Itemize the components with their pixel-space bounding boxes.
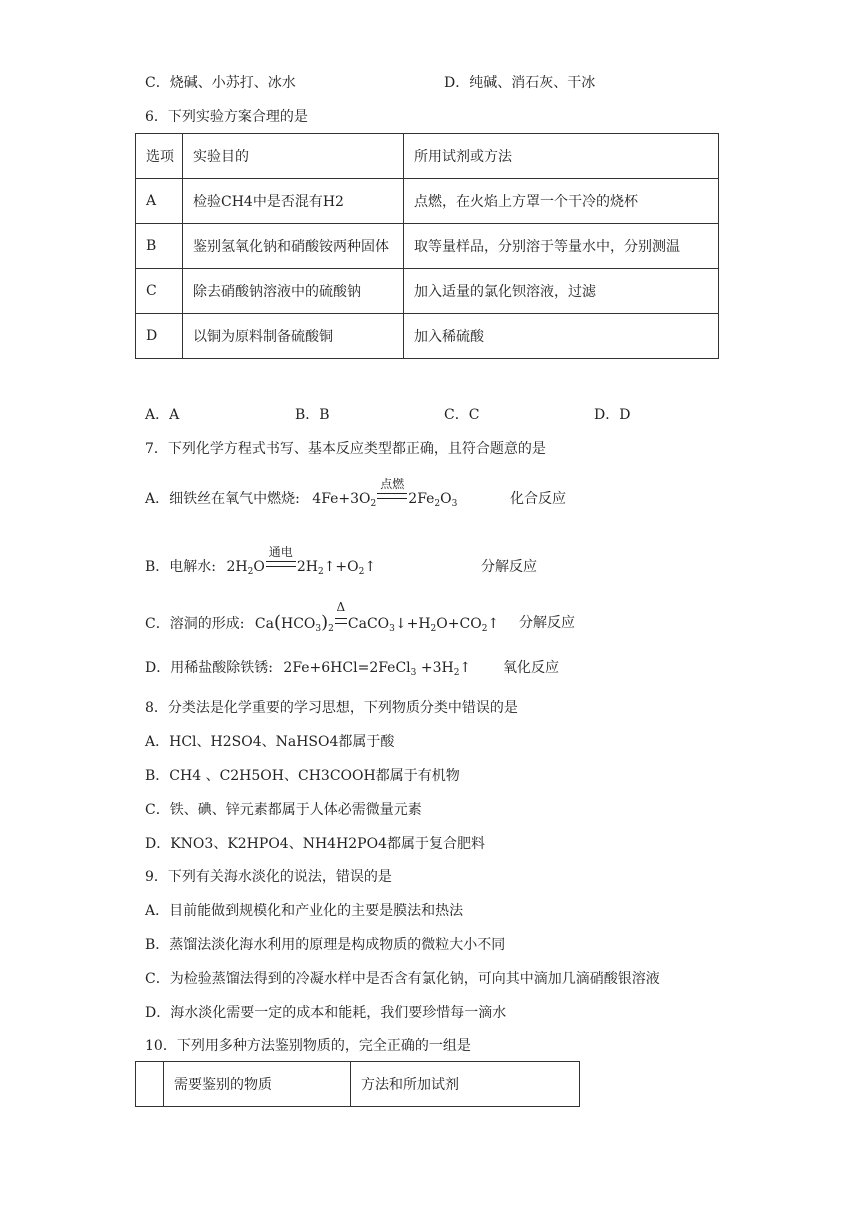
q7-c-equation: $Ca(HCO_3)_2$ Δ $CaCO_3↓+H_2O+CO_2↑$ [254,600,500,634]
q8-option-c: C．铁、碘、锌元素都属于人体必需微量元素 [145,802,422,818]
q6-choice-c: C．C [444,407,480,423]
table-cell-option: A [136,179,183,224]
q7-stem: 7．下列化学方程式书写、基本反应类型都正确，且符合题意的是 [145,441,546,457]
table-cell-purpose: 鉴别氢氧化钠和硝酸铵两种固体 [183,224,404,269]
q8-option-b: B．CH4 、C2H5OH、CH3COOH都属于有机物 [145,768,460,784]
table-row [136,314,719,359]
q10-table [135,1061,580,1107]
q6-choice-a: A．A [145,407,180,423]
q7-option-d [145,657,471,678]
table-header-row [136,134,719,179]
table-row [136,269,719,314]
q7-c-type: 分解反应 [519,615,575,631]
q6-stem: 6．下列实验方案合理的是 [145,109,308,125]
table-cell-option: C [136,269,183,314]
table-cell-method: 取等量样品，分别溶于等量水中，分别测温 [404,224,719,269]
q5-option-c: C．烧碱、小苏打、冰水 [145,75,296,91]
q9-stem: 9．下列有关海水淡化的说法，错误的是 [145,869,392,885]
q6-table [135,133,719,359]
table-row [136,224,719,269]
q7-d-label: D．用稀盐酸除铁锈: [145,660,273,676]
q9-option-b: B．蒸馏法淡化海水利用的原理是构成物质的微粒大小不同 [145,937,506,953]
table-row [136,179,719,224]
q9-option-c: C．为检验蒸馏法得到的冷凝水样中是否含有氯化钠，可向其中滴加几滴硝酸银溶液 [145,971,660,987]
table-header-cell [136,1062,164,1107]
table-header-cell: 选项 [136,134,183,179]
q8-option-a: A．HCl、H2SO4、NaHSO4都属于酸 [145,734,395,750]
q7-d-type: 氧化反应 [503,660,559,676]
q8-stem: 8．分类法是化学重要的学习思想，下列物质分类中错误的是 [145,700,518,716]
table-cell-purpose: 除去硝酸钠溶液中的硫酸钠 [183,269,404,314]
q7-b-label: B．电解水: [145,559,217,575]
table-cell-option: D [136,314,183,359]
table-cell-method: 点燃，在火焰上方罩一个干冷的烧杯 [404,179,719,224]
q7-b-equation: $2H_2O$ 通电 $2H_2↑+O_2↑$ [226,545,377,577]
q7-option-a [145,477,458,509]
q9-option-d: D．海水淡化需要一定的成本和能耗，我们要珍惜每一滴水 [145,1005,507,1021]
table-cell-option: B [136,224,183,269]
q7-c-label: C．溶洞的形成: [145,616,245,632]
q8-option-d: D．KNO3、K2HPO4、NH4H2PO4都属于复合肥料 [145,836,485,852]
q6-choice-d: D．D [594,407,631,423]
table-cell-purpose: 检验CH4中是否混有H2 [183,179,404,224]
q5-option-d: D．纯碱、消石灰、干冰 [444,75,596,91]
table-header-cell: 所用试剂或方法 [404,134,719,179]
table-header-row [136,1062,580,1107]
q7-a-label: A．细铁丝在氧气中燃烧: [145,491,300,507]
table-header-cell: 需要鉴别的物质 [164,1062,351,1107]
q7-option-b [145,545,377,577]
table-header-cell: 方法和所加试剂 [351,1062,580,1107]
table-cell-method: 加入适量的氯化钡溶液，过滤 [404,269,719,314]
reaction-condition: Δ [336,600,346,614]
q7-a-type: 化合反应 [510,491,566,507]
q6-choice-b: B．B [295,407,330,423]
reaction-condition: 点燃 [380,477,405,491]
q7-option-c [145,600,500,634]
q7-b-type: 分解反应 [481,559,537,575]
table-cell-method: 加入稀硫酸 [404,314,719,359]
q9-option-a: A．目前能做到规模化和产业化的主要是膜法和热法 [145,903,464,919]
table-cell-purpose: 以铜为原料制备硫酸铜 [183,314,404,359]
table-header-cell: 实验目的 [183,134,404,179]
q7-a-equation: $4Fe+3O_2$ 点燃 $2Fe_2O_3$ [312,477,458,509]
reaction-condition: 通电 [268,545,293,559]
q7-d-equation: 2Fe+6HCl=2FeCl$_3$ $+3H_2↑$ [283,660,472,678]
q10-stem: 10．下列用多种方法鉴别物质的，完全正确的一组是 [145,1038,471,1054]
